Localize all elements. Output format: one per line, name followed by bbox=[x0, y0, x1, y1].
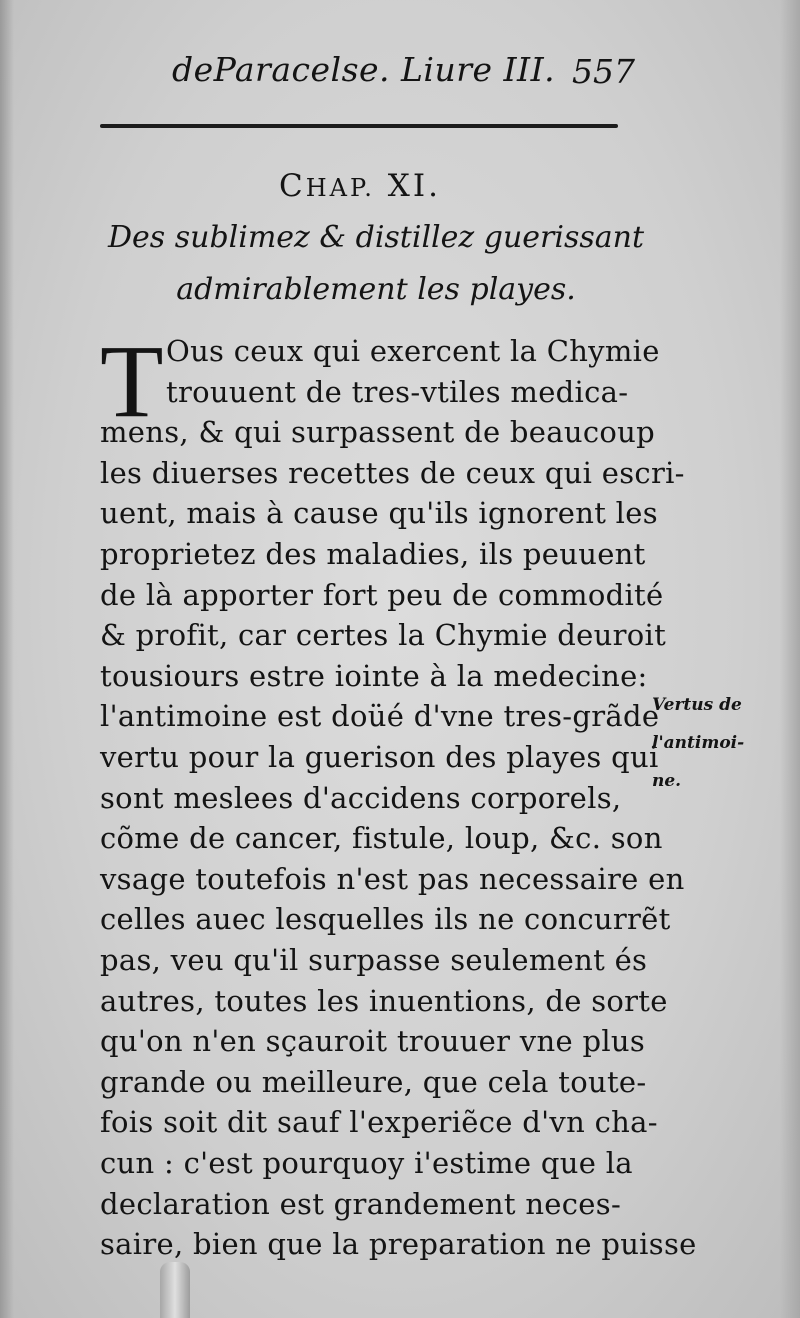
body-line: proprietez des maladies, ils peuuent bbox=[100, 537, 646, 571]
body-line: cõme de cancer, fistule, loup, &c. son bbox=[100, 821, 663, 856]
body-line: tousiours estre iointe à la medecine: bbox=[100, 658, 648, 693]
body-line: trouuent de tres-vtiles medica- bbox=[166, 374, 629, 409]
chapter-number: XI. bbox=[387, 168, 441, 204]
body-line: autres, toutes les inuentions, de sorte bbox=[100, 983, 668, 1018]
chapter-label-rest: HAP. bbox=[305, 174, 375, 202]
chapter-subtitle-line-2: admirablement les playes. bbox=[176, 272, 576, 307]
page-right-shadow bbox=[780, 0, 800, 1318]
chapter-label-initial: C bbox=[279, 168, 306, 204]
margin-note-line-2: l'antimoi- bbox=[652, 733, 745, 753]
body-line: uent, mais à cause qu'ils ignorent les bbox=[100, 496, 658, 531]
body-line: Ous ceux qui exercent la Chymie bbox=[166, 334, 660, 368]
body-line: saire, bien que la preparation ne puisse bbox=[100, 1227, 697, 1262]
body-line: l'antimoine est doüé d'vne tres-grãde bbox=[100, 699, 660, 734]
page-number: 557 bbox=[572, 52, 635, 91]
drop-cap: T bbox=[100, 324, 164, 439]
body-line: fois soit dit sauf l'experiẽce d'vn cha- bbox=[100, 1105, 658, 1140]
body-line: celles auec lesquelles ils ne concurrẽt bbox=[100, 902, 671, 937]
body-line: mens, & qui surpassent de beaucoup bbox=[100, 415, 655, 450]
body-line: de là apporter fort peu de commodité bbox=[100, 577, 664, 612]
body-line: vertu pour la guerison des playes qui bbox=[100, 740, 659, 774]
margin-note-line-1: Vertus de bbox=[652, 695, 742, 715]
chapter-subtitle-line-1: Des sublimez & distillez guerissant bbox=[107, 220, 645, 255]
body-line: sont meslees d'accidens corporels, bbox=[100, 780, 622, 815]
body-line: vsage toutefois n'est pas necessaire en bbox=[100, 861, 685, 896]
body-line: qu'on n'en sçauroit trouuer vne plus bbox=[100, 1024, 646, 1059]
body-line: declaration est grandement neces- bbox=[100, 1186, 622, 1221]
body-line: grande ou meilleure, que cela toute- bbox=[100, 1064, 647, 1099]
body-line: pas, veu qu'il surpasse seulement és bbox=[100, 943, 648, 977]
chapter-heading bbox=[0, 168, 720, 204]
header-rule bbox=[100, 124, 618, 128]
body-line: & profit, car certes la Chymie deuroit bbox=[100, 618, 667, 653]
body-line: les diuerses recettes de ceux qui escri- bbox=[100, 455, 685, 490]
pen-mark bbox=[160, 1262, 190, 1318]
margin-note-line-3: ne. bbox=[652, 771, 682, 791]
body-line: cun : c'est pourquoy i'estime que la bbox=[100, 1146, 633, 1180]
running-title: deParacelse. Liure III. bbox=[172, 50, 556, 89]
